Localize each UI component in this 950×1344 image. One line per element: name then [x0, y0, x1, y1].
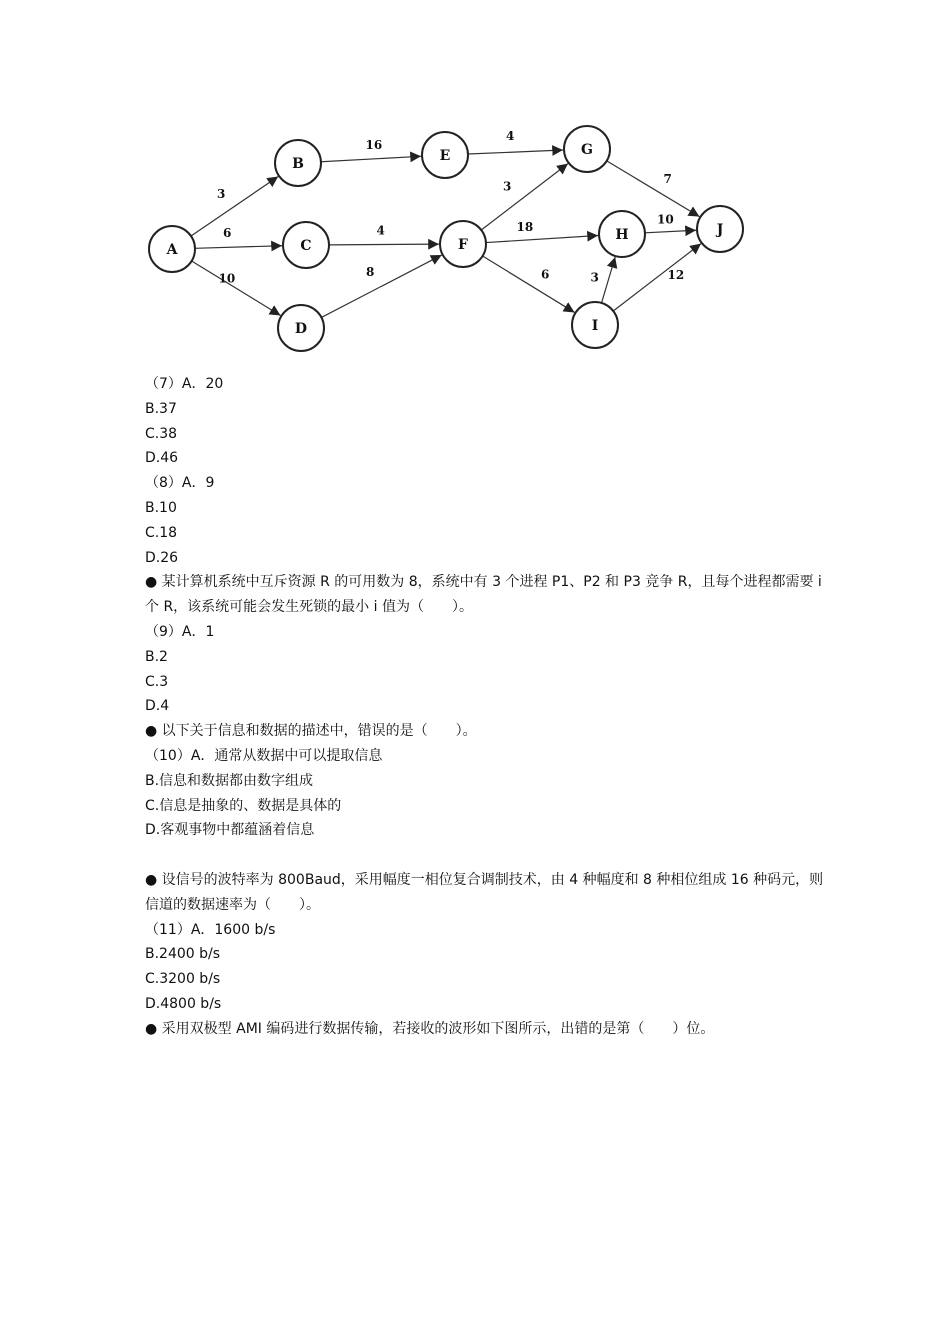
node-label: B — [292, 156, 304, 172]
node-H — [599, 211, 645, 257]
edge-line — [321, 156, 421, 161]
q8-option-d: D.26 — [145, 549, 179, 566]
edge-line — [195, 246, 282, 249]
q9-option-a: （9）A．1 — [145, 623, 215, 640]
q11-option-d: D.4800 b/s — [145, 995, 222, 1012]
edge-G-J — [607, 161, 700, 217]
q8-option-a: （8）A．9 — [145, 475, 215, 492]
q7-option-a: （7）A．20 — [145, 376, 224, 392]
q10-stem: ● 以下关于信息和数据的描述中，错误的是（ ）。 — [145, 723, 477, 740]
network-diagram — [140, 118, 760, 363]
q9-option-d: D.4 — [145, 698, 170, 715]
question-text — [145, 372, 825, 1042]
edge-weight-label: 12 — [667, 268, 685, 282]
edge-line — [483, 256, 575, 312]
edge-line — [607, 161, 700, 217]
edge-line — [468, 150, 563, 154]
q9-option-b: B.2 — [145, 648, 168, 665]
edge-weight-label: 3 — [217, 187, 226, 201]
edge-weight-label: 3 — [590, 270, 599, 285]
node-label: A — [166, 242, 178, 258]
edge-line — [191, 177, 278, 237]
q9-stem: ● 某计算机系统中互斥资源 R 的可用数为 8，系统中有 3 个进程 P1、P2 和 P3 竞争 R，且每个进程都需要 i 个 R，该系统可能会发生死锁的最小 i 值为（ ）。 — [145, 574, 822, 616]
q8-option-c: C.18 — [145, 524, 178, 541]
node-E — [422, 132, 468, 178]
q7-option-b: B.37 — [145, 400, 177, 417]
edge-weight-label: 7 — [663, 172, 672, 186]
edge-C-F — [329, 224, 439, 245]
q12-stem: ● 采用双极型 AMI 编码进行数据传输，若接收的波形如下图所示，出错的是第（ ）位。 — [145, 1020, 715, 1037]
node-A — [149, 226, 195, 272]
node-G — [564, 126, 610, 172]
edge-I-H — [591, 257, 616, 303]
edge-line — [329, 244, 439, 245]
edge-A-B — [191, 177, 278, 237]
q11-stem: ● 设信号的波特率为 800Baud，采用幅度一相位复合调制技术，由 4 种幅度和 8 种相位组成 16 种码元，则信道的数据速率为（ ）。 — [145, 871, 824, 913]
node-I — [572, 302, 618, 348]
edge-weight-label: 10 — [657, 212, 674, 227]
edge-line — [486, 236, 598, 243]
q8-option-b: B.10 — [145, 499, 177, 516]
edge-weight-label: 3 — [503, 179, 512, 194]
edge-B-E — [321, 138, 421, 162]
node-label: C — [300, 238, 312, 254]
node-label: J — [716, 222, 724, 238]
node-label: D — [294, 321, 308, 337]
q7-option-d: D.46 — [145, 450, 179, 467]
q11-option-b: B.2400 b/s — [145, 946, 221, 963]
q10-option-d: D.客观事物中都蕴涵着信息 — [145, 822, 315, 839]
edge-line — [645, 230, 696, 233]
node-F — [440, 221, 486, 267]
q10-option-a: （10）A．通常从数据中可以提取信息 — [145, 747, 383, 764]
edge-line — [321, 255, 441, 317]
node-C — [283, 222, 329, 268]
edge-weight-label: 18 — [516, 220, 534, 234]
q9-option-c: C.3 — [145, 673, 169, 690]
node-label: E — [439, 148, 451, 164]
edge-weight-label: 4 — [506, 129, 515, 143]
edge-D-F — [321, 255, 441, 317]
edge-line — [192, 261, 281, 315]
node-label: I — [591, 318, 599, 334]
q11-option-a: （11）A．1600 b/s — [145, 921, 276, 938]
node-label: F — [458, 237, 468, 253]
edge-F-I — [483, 256, 575, 312]
edge-A-D — [192, 261, 281, 315]
node-label: G — [581, 142, 593, 158]
q10-option-b: B.信息和数据都由数字组成 — [145, 772, 314, 789]
edge-weight-label: 6 — [541, 267, 550, 282]
q7-option-c: C.38 — [145, 425, 178, 442]
node-label: H — [615, 227, 629, 243]
edge-weight-label: 6 — [223, 226, 232, 240]
node-B — [275, 140, 321, 186]
edge-weight-label: 4 — [376, 223, 385, 238]
edge-E-G — [468, 129, 563, 154]
edge-weight-label: 16 — [365, 138, 383, 152]
q10-option-c: C.信息是抽象的、数据是具体的 — [145, 797, 342, 814]
node-D — [278, 305, 324, 351]
edge-A-C — [195, 226, 282, 248]
edge-H-J — [645, 213, 696, 233]
edge-weight-label: 8 — [366, 265, 375, 279]
edge-weight-label: 10 — [218, 271, 236, 286]
edge-F-H — [486, 220, 598, 243]
spacer — [145, 843, 825, 868]
q11-option-c: C.3200 b/s — [145, 971, 221, 988]
edge-line — [602, 257, 616, 303]
node-J — [697, 206, 743, 252]
